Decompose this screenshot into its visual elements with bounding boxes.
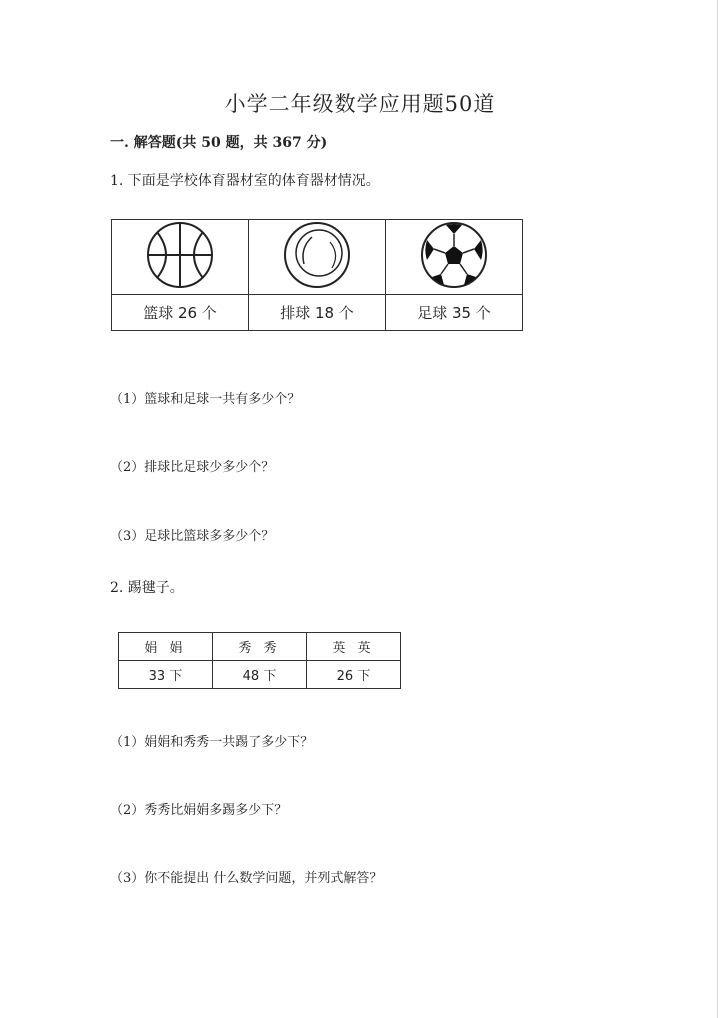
- basketball-label: 篮球 26 个: [112, 295, 249, 331]
- basketball-cell: [112, 220, 249, 295]
- count-cell: 26 下: [307, 661, 401, 689]
- soccer-ball-cell: [386, 220, 523, 295]
- volleyball-cell: [249, 220, 386, 295]
- count-cell: 33 下: [119, 661, 213, 689]
- question-1-sub-3: （3）足球比篮球多多少个？: [110, 529, 275, 544]
- name-cell: 秀 秀: [213, 633, 307, 661]
- page-edge: [717, 0, 718, 1018]
- shuttlecock-table: [118, 632, 401, 689]
- name-cell: 娟 娟: [119, 633, 213, 661]
- basketball-icon: [145, 220, 215, 290]
- question-2: 2. 踢毽子。: [110, 580, 184, 596]
- question-2-sub-1: （1）娟娟和秀秀一共踢了多少下？: [110, 735, 314, 750]
- volleyball-label: 排球 18 个: [249, 295, 386, 331]
- question-1: 1. 下面是学校体育器材室的体育器材情况。: [110, 173, 380, 189]
- name-cell: 英 英: [307, 633, 401, 661]
- equipment-table: [111, 219, 523, 331]
- soccer-ball-icon: [419, 220, 489, 290]
- question-1-sub-2: （2）排球比足球少多少个？: [110, 460, 275, 475]
- page-title: 小学二年级数学应用题50道: [224, 92, 496, 116]
- soccer-ball-label: 足球 35 个: [386, 295, 523, 331]
- count-cell: 48 下: [213, 661, 307, 689]
- question-2-sub-2: （2）秀秀比娟娟多踢多少下？: [110, 803, 288, 818]
- question-2-sub-3: （3）你不能提出 什么数学问题，并列式解答？: [110, 871, 383, 886]
- volleyball-icon: [282, 220, 352, 290]
- question-1-sub-1: （1）篮球和足球一共有多少个？: [110, 392, 301, 407]
- section-heading: 一. 解答题(共 50 题，共 367 分): [110, 135, 328, 151]
